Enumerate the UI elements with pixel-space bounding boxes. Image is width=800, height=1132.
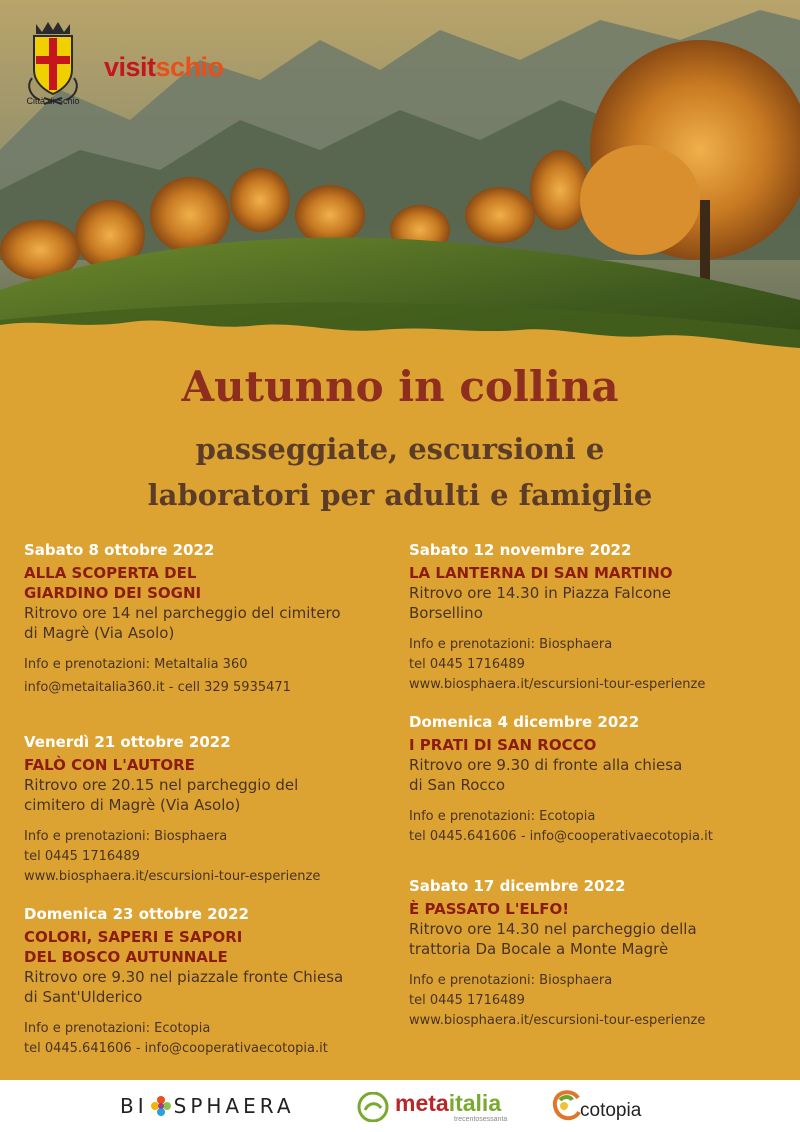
event-meeting-point-line2: cimitero di Magrè (Via Asolo) [24, 796, 241, 814]
event-info: Info e prenotazioni: MetaItalia 360 [24, 657, 248, 672]
event-date: Venerdì 21 ottobre 2022 [24, 733, 231, 751]
event-phone: tel 0445 1716489 [24, 849, 140, 864]
biosphaera-logo-left: BI [120, 1094, 148, 1118]
event-date: Sabato 8 ottobre 2022 [24, 541, 215, 559]
ecotopia-logo: cotopia [580, 1100, 642, 1121]
event-title: LA LANTERNA DI SAN MARTINO [409, 564, 673, 582]
visitschio-logo-part1: visit [104, 52, 156, 82]
event-meeting-point: Ritrovo ore 14.30 nel parcheggio della [409, 920, 697, 938]
event-card [24, 540, 404, 697]
metaitalia-logo [395, 1090, 501, 1117]
metaitalia-tagline: trecentosessanta [454, 1116, 508, 1123]
event-card [409, 876, 789, 1030]
event-date: Sabato 17 dicembre 2022 [409, 877, 626, 895]
event-meeting-point-line2: di Sant'Ulderico [24, 988, 143, 1006]
event-meeting-point: Ritrovo ore 14.30 in Piazza Falcone [409, 584, 672, 602]
event-card [409, 712, 789, 846]
event-meeting-point-line2: di San Rocco [409, 776, 506, 794]
event-info: Info e prenotazioni: Ecotopia [409, 809, 596, 824]
event-contact: tel 0445.641606 - info@cooperativaecotopia.it [409, 829, 713, 844]
event-contact: tel 0445.641606 - info@cooperativaecotopia.it [24, 1041, 328, 1056]
event-title-line2: DEL BOSCO AUTUNNALE [24, 948, 228, 966]
event-title: È PASSATO L'ELFO! [409, 900, 570, 918]
event-phone: tel 0445 1716489 [409, 993, 525, 1008]
event-meeting-point: Ritrovo ore 14 nel parcheggio del cimitero [24, 604, 341, 622]
event-card [24, 904, 404, 1058]
main-title: Autunno in collina [181, 362, 619, 411]
metaitalia-logo-part1: meta [395, 1090, 449, 1116]
sponsor-footer [0, 1080, 800, 1132]
event-info: Info e prenotazioni: Biosphaera [409, 637, 613, 652]
flower-icon [150, 1095, 172, 1117]
event-title: ALLA SCOPERTA DEL [24, 564, 197, 582]
event-card [24, 732, 404, 886]
event-title: FALÒ CON L'AUTORE [24, 756, 195, 774]
metaitalia-logo-part2: italia [448, 1090, 502, 1116]
biosphaera-logo [120, 1094, 295, 1118]
event-website: www.biosphaera.it/escursioni-tour-esperienze [24, 869, 321, 884]
event-phone: tel 0445 1716489 [409, 657, 525, 672]
visitschio-logo [104, 52, 224, 83]
event-date: Sabato 12 novembre 2022 [409, 541, 632, 559]
event-date: Domenica 4 dicembre 2022 [409, 713, 640, 731]
event-meeting-point: Ritrovo ore 9.30 nel piazzale fronte Chiesa [24, 968, 344, 986]
subtitle-line-1: passeggiate, escursioni e [195, 432, 605, 466]
lizard-icon [357, 1092, 389, 1122]
visitschio-logo-part2: schio [155, 52, 224, 82]
event-meeting-point-line2: Borsellino [409, 604, 483, 622]
event-meeting-point-line2: di Magrè (Via Asolo) [24, 624, 175, 642]
event-info: Info e prenotazioni: Biosphaera [24, 829, 228, 844]
event-info: Info e prenotazioni: Ecotopia [24, 1021, 211, 1036]
event-website: www.biosphaera.it/escursioni-tour-esperienze [409, 677, 706, 692]
event-meeting-point: Ritrovo ore 20.15 nel parcheggio del [24, 776, 299, 794]
event-meeting-point: Ritrovo ore 9.30 di fronte alla chiesa [409, 756, 683, 774]
event-title: I PRATI DI SAN ROCCO [409, 736, 597, 754]
subtitle-line-2: laboratori per adulti e famiglie [147, 478, 653, 512]
event-contact: info@metaitalia360.it - cell 329 5935471 [24, 680, 291, 695]
event-info: Info e prenotazioni: Biosphaera [409, 973, 613, 988]
event-card [409, 540, 789, 694]
event-website: www.biosphaera.it/escursioni-tour-esperienze [409, 1013, 706, 1028]
event-title: COLORI, SAPERI E SAPORI [24, 928, 243, 946]
ecotopia-swirl-icon [550, 1088, 584, 1122]
event-title-line2: GIARDINO DEI SOGNI [24, 584, 202, 602]
event-meeting-point-line2: trattoria Da Bocale a Monte Magrè [409, 940, 669, 958]
biosphaera-logo-right: SPHAERA [173, 1094, 295, 1118]
crest-caption: Città di Schio [26, 96, 80, 106]
event-date: Domenica 23 ottobre 2022 [24, 905, 249, 923]
